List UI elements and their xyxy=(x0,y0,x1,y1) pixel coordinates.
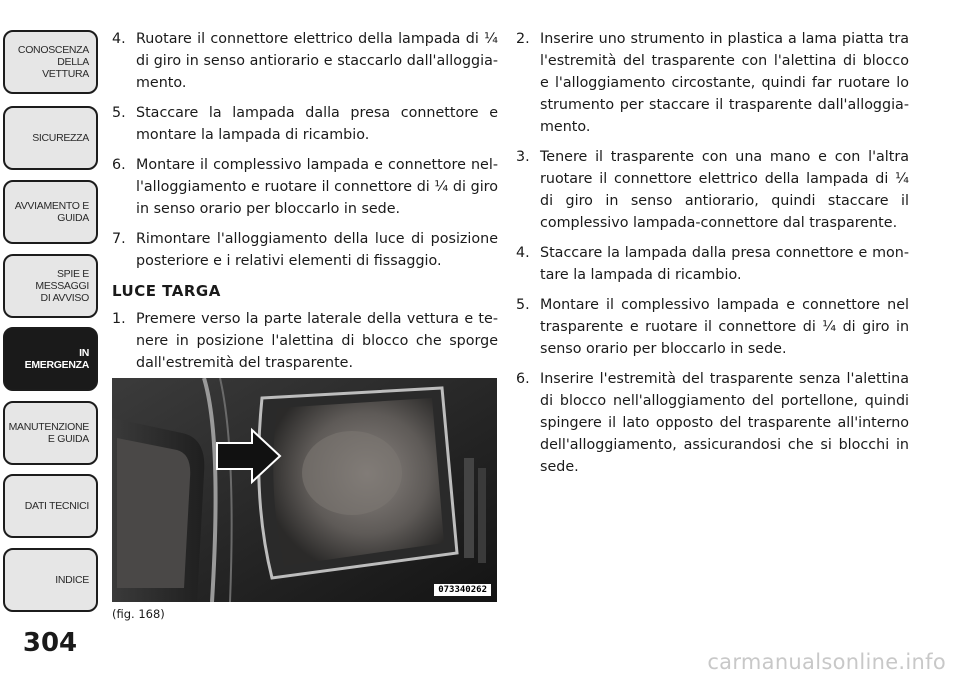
instruction-step xyxy=(112,28,498,94)
step-number: 6. xyxy=(112,157,126,173)
page-number: 304 xyxy=(22,628,78,658)
chapter-sidebar xyxy=(0,0,100,678)
step-number: 5. xyxy=(516,297,530,313)
step-text: Ruotare il connettore elettrico della lampada di ¼ di giro in senso antiorario e staccarlo dall'alloggiamento. xyxy=(136,31,498,91)
tab-label-line: GUIDA xyxy=(57,212,89,224)
instruction-step xyxy=(516,242,909,286)
photo-illustration xyxy=(112,378,497,602)
step-number: 7. xyxy=(112,231,126,247)
tab-label-line: MANUTENZIONE xyxy=(8,421,89,433)
instruction-step xyxy=(112,102,498,146)
watermark: carmanualsonline.info xyxy=(707,650,946,674)
left-column xyxy=(112,28,498,382)
tab-dati-tecnici[interactable] xyxy=(3,474,98,538)
tab-label-line: SPIE E xyxy=(56,268,89,280)
tab-label-line: MESSAGGI xyxy=(35,280,89,292)
tab-label-line: CONOSCENZA DELLA xyxy=(17,44,89,68)
tab-label-line: AVVIAMENTO E xyxy=(14,200,89,212)
tab-avviamento-e-guida[interactable] xyxy=(3,180,98,244)
step-text: Inserire uno strumento in plastica a lama piatta tra l'estremità del trasparente con l'alettina di blocco e l'alloggiamento circostante, quindi far ruotare lo strumento per staccare il trasparente dall'alloggiamento. xyxy=(540,31,909,135)
step-number: 2. xyxy=(516,31,530,47)
step-text: Rimontare l'alloggiamento della luce di posizione posteriore e i relativi elementi di fissaggio. xyxy=(136,231,498,269)
step-number: 4. xyxy=(112,31,126,47)
step-text: Montare il complessivo lampada e connettore nell'alloggiamento e ruotare il connettore di ¼ di giro in senso orario per bloccarlo in sede. xyxy=(136,157,498,217)
tab-sicurezza[interactable] xyxy=(3,106,98,170)
step-text: Tenere il trasparente con una mano e con l'altra ruotare il connettore elettrico della lampada di ¼ di giro in senso antiorario, quindi staccare il complessivo lampada-connettore dal trasparente. xyxy=(540,149,909,231)
tab-label-line: EMERGENZA xyxy=(24,359,89,371)
step-number: 5. xyxy=(112,105,126,121)
license-plate-lamp-photo xyxy=(112,378,497,602)
tab-label-line: DI AVVISO xyxy=(40,292,89,304)
instruction-step xyxy=(516,368,909,478)
instruction-step xyxy=(516,146,909,234)
step-number: 3. xyxy=(516,149,530,165)
tab-in-emergenza[interactable] xyxy=(3,327,98,391)
instruction-step xyxy=(516,28,909,138)
step-text: Montare il complessivo lampada e connettore nel trasparente e ruotare il connettore di ¼ di giro in senso orario per bloccarlo in sede. xyxy=(540,297,909,357)
tab-label-line: SICUREZZA xyxy=(32,132,89,144)
step-text: Staccare la lampada dalla presa connettore e montare la lampada di ricambio. xyxy=(540,245,909,283)
tab-label-line: DATI TECNICI xyxy=(24,500,89,512)
step-number: 6. xyxy=(516,371,530,387)
step-text: Inserire l'estremità del trasparente senza l'alettina di blocco nell'alloggiamento del portellone, quindi spingere il lato opposto del trasparente all'interno dell'alloggiamento, assicurandosi che si blocchi in sede. xyxy=(540,371,909,475)
tab-indice[interactable] xyxy=(3,548,98,612)
figure-code: 073340262 xyxy=(434,584,491,596)
tab-manutenzione-e-guida[interactable] xyxy=(3,401,98,465)
step-text: Premere verso la parte laterale della vettura e tenere in posizione l'alettina di blocco che sporge dall'estremità del trasparente. xyxy=(136,311,498,371)
right-column xyxy=(516,28,909,486)
tab-label-line: INDICE xyxy=(55,574,89,586)
instruction-step xyxy=(516,294,909,360)
step-number: 1. xyxy=(112,311,126,327)
tab-label-line: VETTURA xyxy=(42,68,89,80)
instruction-step xyxy=(112,228,498,272)
tab-label-line: E GUIDA xyxy=(47,433,89,445)
figure-caption: (fig. 168) xyxy=(112,607,165,621)
tab-spie-e-messaggi[interactable] xyxy=(3,254,98,318)
section-heading: LUCE TARGA xyxy=(112,282,221,300)
instruction-step xyxy=(112,308,498,374)
tab-conoscenza-della-vettura[interactable] xyxy=(3,30,98,94)
step-number: 4. xyxy=(516,245,530,261)
tab-label-line: IN xyxy=(79,347,89,359)
step-text: Staccare la lampada dalla presa connettore e montare la lampada di ricambio. xyxy=(136,105,498,143)
instruction-step xyxy=(112,154,498,220)
